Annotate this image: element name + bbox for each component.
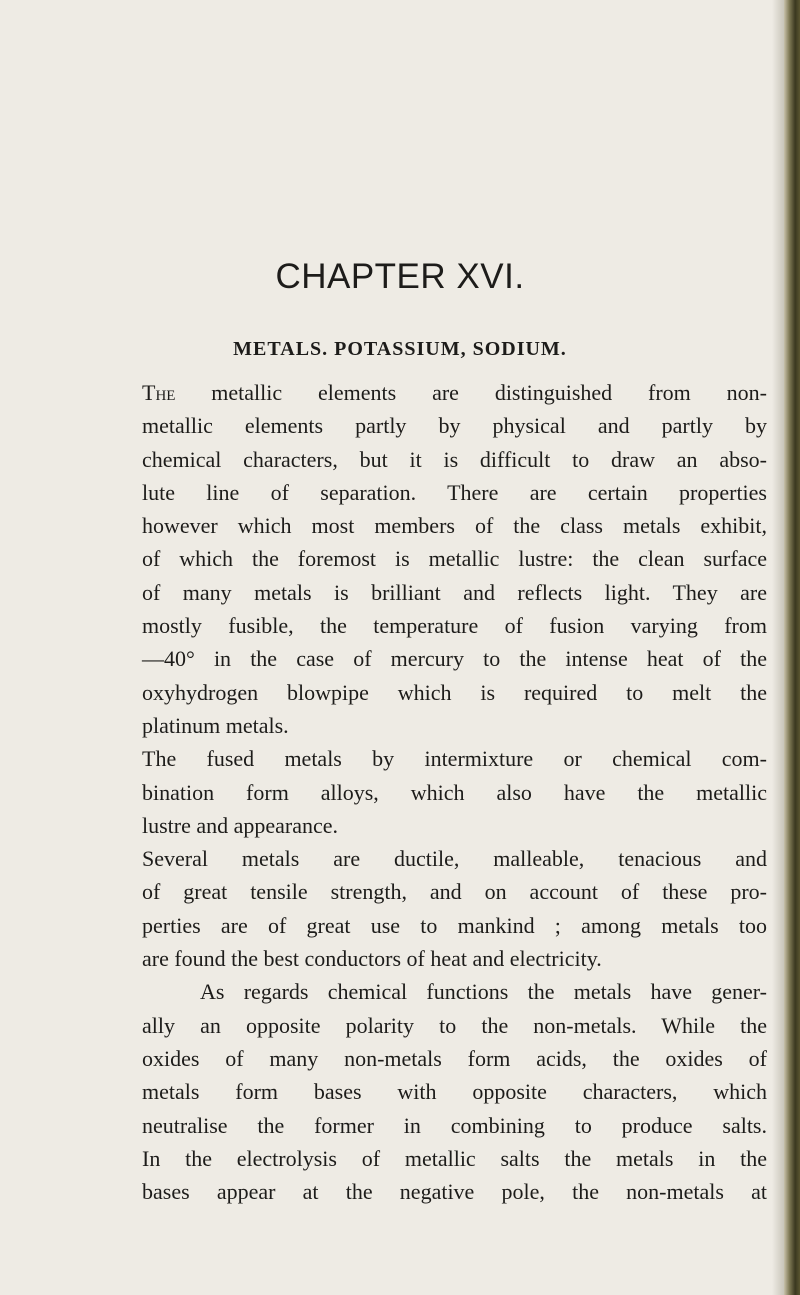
text-line: however which most members of the class metals exhibit,: [142, 513, 767, 539]
text-line: ally an opposite polarity to the non-metals. While the: [142, 1012, 767, 1038]
text-line: In the electrolysis of metallic salts the metals in the: [142, 1145, 767, 1171]
text-line: bination form alloys, which also have the metallic: [142, 779, 767, 805]
text-line: oxides of many non-metals form acids, the oxides of: [142, 1045, 767, 1071]
binding-shadow: [772, 0, 784, 1295]
text-line: are found the best conductors of heat and electricity.: [142, 946, 602, 972]
text-line: lustre and appearance.: [142, 812, 339, 838]
text-line: —40° in the case of mercury to the intense heat of the: [142, 646, 767, 672]
text-line: metals form bases with opposite characters, which: [142, 1079, 767, 1105]
text-line: of great tensile strength, and on account of these pro-: [142, 879, 767, 905]
text-line: mostly fusible, the temperature of fusion varying from: [142, 613, 767, 639]
text-line: oxyhydrogen blowpipe which is required to melt the: [142, 679, 767, 705]
chapter-title: CHAPTER XVI.: [275, 257, 525, 296]
section-heading: METALS. POTASSIUM, SODIUM.: [233, 338, 567, 360]
text-line: bases appear at the negative pole, the non-metals at: [142, 1179, 767, 1205]
book-binding-edge: [784, 0, 800, 1295]
text-line: perties are of great use to mankind ; among metals too: [142, 912, 767, 938]
text-line: The metallic elements are distinguished from non-: [142, 380, 767, 405]
text-line: As regards chemical functions the metals have gener-: [200, 979, 767, 1005]
text-line: of many metals is brilliant and reflects light. They are: [142, 579, 767, 605]
text-line: of which the foremost is metallic lustre: the clean surface: [142, 546, 767, 572]
body-text: [142, 376, 767, 1208]
text-line: lute line of separation. There are certain properties: [142, 479, 767, 505]
text-line: chemical characters, but it is difficult to draw an abso-: [142, 446, 767, 472]
text-line: metallic elements partly by physical and partly by: [142, 413, 767, 439]
drop-word: The: [142, 380, 176, 405]
text-line: neutralise the former in combining to produce salts.: [142, 1112, 767, 1138]
text-line: platinum metals.: [142, 712, 289, 738]
text-line: The fused metals by intermixture or chemical com-: [142, 746, 767, 772]
text-line: Several metals are ductile, malleable, tenacious and: [142, 846, 767, 872]
